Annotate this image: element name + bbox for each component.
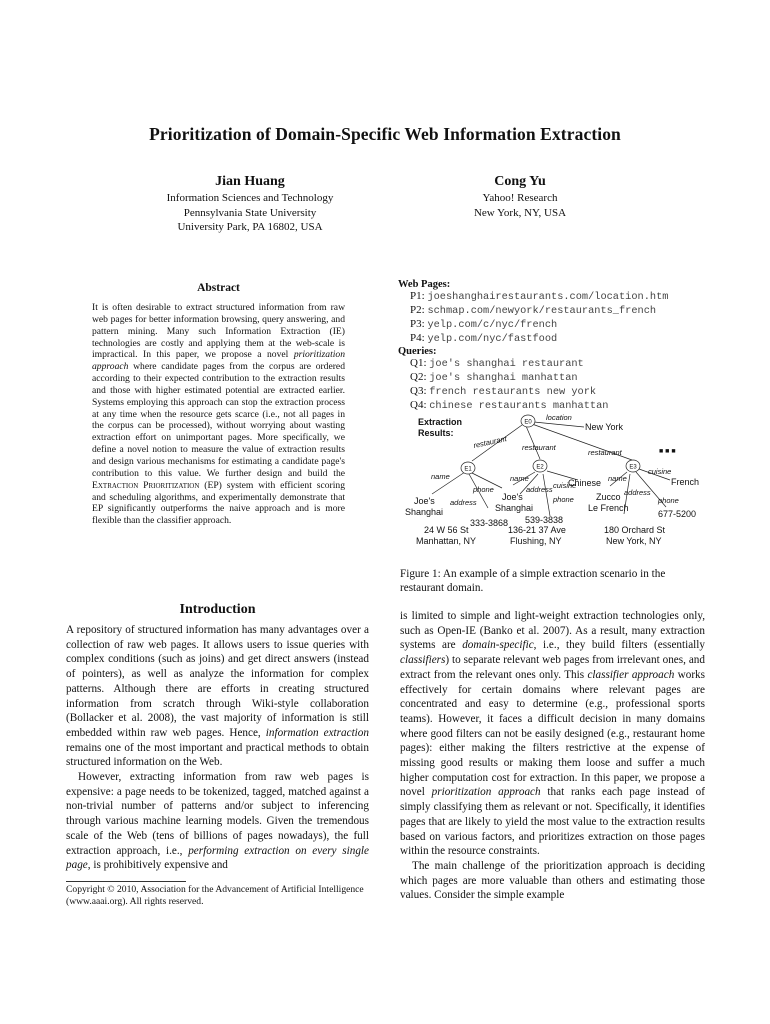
edge-label-phone: phone bbox=[553, 495, 574, 504]
abstract-heading: Abstract bbox=[197, 282, 240, 294]
value-address: 136-21 37 Ave bbox=[508, 525, 566, 535]
edge-label-name: name bbox=[510, 474, 529, 483]
edge-label-restaurant: restaurant bbox=[522, 443, 556, 452]
edge-label-phone: phone bbox=[658, 496, 679, 505]
value-address: 24 W 56 St bbox=[424, 525, 469, 535]
value-address: 180 Orchard St bbox=[604, 525, 666, 535]
value-joes: Joe's bbox=[414, 496, 435, 506]
web-pages-label: Web Pages: bbox=[398, 279, 451, 290]
value-joes: Joe's bbox=[502, 492, 523, 502]
query-item: Q2: joe's shanghai manhattan bbox=[410, 371, 578, 384]
value-address: Manhattan, NY bbox=[416, 536, 477, 546]
edge-label-location: location bbox=[546, 413, 572, 422]
value-shanghai: Shanghai bbox=[495, 503, 534, 513]
web-page-item: P4: yelp.com/nyc/fastfood bbox=[410, 332, 558, 345]
extraction-results-diagram bbox=[398, 408, 708, 556]
emphasis: prioritization approach bbox=[92, 349, 345, 373]
edge-label-name: name bbox=[431, 472, 450, 481]
extraction-label: Extraction bbox=[418, 417, 463, 427]
edge-label-phone: phone bbox=[473, 485, 494, 494]
results-label: Results: bbox=[418, 428, 454, 438]
author-affiliation: New York, NY, USA bbox=[473, 206, 567, 219]
author-affiliation: Pennsylvania State University bbox=[183, 206, 317, 219]
value-address: Flushing, NY bbox=[510, 536, 562, 546]
introduction-text bbox=[66, 623, 369, 873]
web-page-item: P1: joeshanghairestaurants.com/location.htm bbox=[410, 290, 669, 303]
paragraph: The main challenge of the prioritization approach is deciding which pages are more valuable than others and estimating those values. Consider the simple example bbox=[400, 859, 705, 902]
paragraph: is limited to simple and light-weight extraction technologies only, such as Open-IE (Banko et al. 2007). As a result, many extraction systems are domain-specific, i.e., they build filters (essentially classifiers) to separate relevant web pages from irrelevant ones, and extract from the relevant ones only. This classifier approach works effectively for certain domains where relevant pages are concentrated and easy to determine (e.g., professional sports teams). However, it faces a difficult decision in many domains where good filters can not be easily designed (e.g., restaurant home pages): either making the filters restrictive at the expense of missing good results or making them loose and suffer a much higher computation cost for extraction. In this paper, we propose a novel prioritization approach that ranks each page instead of simply classifying them as relevant or not. Specifically, it identifies pages that are likely to yield the most value to the extraction results based on various factors, and prioritizes extraction on those pages within the resource constraints. bbox=[400, 610, 705, 858]
paragraph: However, extracting information from raw web pages is expensive: a page needs to be tokenized, tagged, matched against a non-trivial number of patterns and/or subject to inferencing through various machine learning models. Given the tremendous scale of the Web (tens of billions of pages nowadays), the full extraction approach, i.e., performing extraction on every single page, is prohibitively expensive and bbox=[66, 771, 369, 872]
node-e1: E1 bbox=[464, 466, 472, 473]
author-block-1 bbox=[140, 172, 360, 235]
value-address: New York, NY bbox=[606, 536, 662, 546]
copyright-footnote: Copyright © 2010, Association for the Advancement of Artificial Intelligence (www.aaai.org). All rights reserved. bbox=[66, 884, 364, 907]
queries-label: Queries: bbox=[398, 346, 437, 357]
author-name: Cong Yu bbox=[494, 174, 546, 189]
figure-caption: Figure 1: An example of a simple extraction scenario in the restaurant domain. bbox=[400, 568, 666, 594]
paper-title: Prioritization of Domain-Specific Web Information Extraction bbox=[149, 124, 621, 144]
abstract-text: It is often desirable to extract structured information from raw web pages for better information browsing, query answering, and pattern mining. Many such Information Extraction (IE) technologies are costly and applying them at the web-scale is impractical. In this paper, we propose a novel prioritization approach where candidate pages from the corpus are ordered according to their expected contribution to the extraction results and those with higher estimated potential are extracted earlier. Systems employing this approach can stop the extraction process at any time when the resource gets scarce (i.e., not all pages in the corpus can be processed), without worrying about wasting extraction effort on unimportant pages. More specifically, we define a novel notion to measure the value of extraction results and design various mechanisms for estimating a candidate page's contribution to this value. We further design and build the Extraction Prioritization (EP) system with efficient scoring and scheduling algorithms, and experimentally demonstrate that EP significantly outperforms the naive approach and is more flexible than the classifier approach. bbox=[92, 302, 345, 527]
author-affiliation: University Park, PA 16802, USA bbox=[177, 221, 323, 233]
author-affiliation: Yahoo! Research bbox=[482, 192, 558, 204]
value-new-york: New York bbox=[585, 422, 624, 432]
web-page-item: P3: yelp.com/c/nyc/french bbox=[410, 318, 558, 331]
edge-label-restaurant: restaurant bbox=[472, 434, 508, 450]
web-page-item: P2: schmap.com/newyork/restaurants_french bbox=[410, 304, 657, 317]
more-entities-ellipsis: ■ ■ ■ bbox=[659, 448, 676, 455]
author-block-2 bbox=[420, 172, 620, 220]
value-shanghai: Shanghai bbox=[405, 507, 444, 517]
author-name: Jian Huang bbox=[215, 174, 285, 189]
body-text-right bbox=[400, 609, 705, 903]
value-zucco: Zucco bbox=[596, 492, 621, 502]
author-affiliation: Information Sciences and Technology bbox=[166, 192, 334, 204]
query-item: Q4: chinese restaurants manhattan bbox=[410, 399, 609, 412]
system-name: Extraction Prioritization bbox=[92, 479, 200, 491]
introduction-heading: Introduction bbox=[179, 602, 256, 617]
example-listing bbox=[398, 279, 708, 413]
edge-label-address: address bbox=[624, 488, 651, 497]
edge-label-cuisine: cuisine bbox=[553, 481, 577, 490]
value-phone: 333-3868 bbox=[470, 518, 509, 528]
query-item: Q1: joe's shanghai restaurant bbox=[410, 357, 584, 370]
edge-label-address: address bbox=[450, 498, 477, 507]
node-e3: E3 bbox=[629, 464, 637, 471]
value-le-french: Le French bbox=[588, 503, 629, 513]
paragraph: A repository of structured information has many advantages over a collection of raw web pages. It allows users to issue queries with complex conditions (such as joins) and get direct answers (instead of pointers), as well as analyze the information for complex patterns. Although there are efforts in creating structured information from scratch through Wiki-style collaboration (Bollacker et al. 2008), the vast majority of information is still embedded within raw web pages. Hence, information extraction remains one of the most important and practical methods to obtain structured information on the Web. bbox=[66, 624, 369, 769]
value-french: French bbox=[671, 477, 700, 487]
node-e0: E0 bbox=[524, 419, 532, 426]
edge-label-restaurant: restaurant bbox=[588, 448, 622, 457]
edge-label-cuisine: cuisine bbox=[648, 467, 672, 476]
edge-label-name: name bbox=[608, 474, 627, 483]
value-chinese: Chinese bbox=[568, 478, 602, 488]
edge-label-address: address bbox=[526, 485, 553, 494]
node-e2: E2 bbox=[536, 464, 544, 471]
value-phone: 539-3838 bbox=[525, 515, 564, 525]
value-phone: 677-5200 bbox=[658, 509, 697, 519]
query-item: Q3: french restaurants new york bbox=[410, 385, 597, 398]
footnote-rule bbox=[66, 881, 186, 882]
